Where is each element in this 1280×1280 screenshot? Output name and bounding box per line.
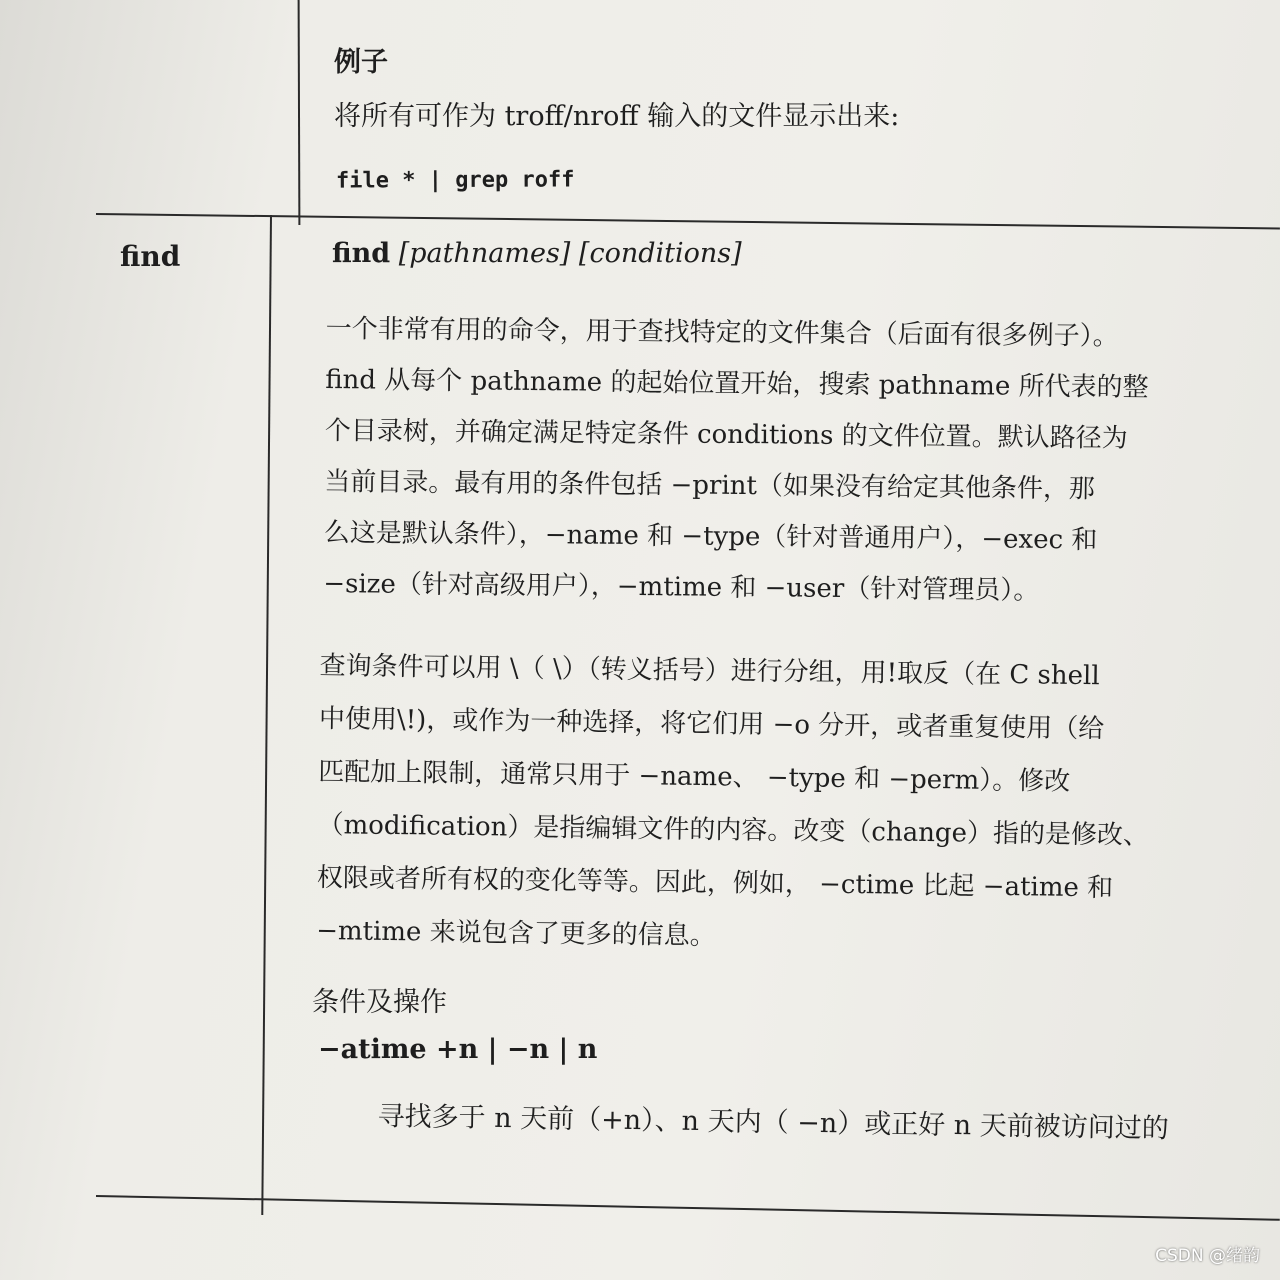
option-atime: −atime +n | −n | n	[318, 1034, 598, 1065]
entry-synopsis	[332, 238, 742, 269]
paragraph-line: （modification）是指编辑文件的内容。改变（change）指的是修改、	[317, 809, 1150, 851]
table-row-divider	[96, 213, 1280, 229]
paragraph-line: 匹配加上限制，通常只用于 −name、 −type 和 −perm）。修改	[318, 756, 1071, 797]
watermark: CSDN @绪韵	[1155, 1246, 1260, 1266]
paragraph-line: −size（针对高级用户），−mtime 和 −user（针对管理员）。	[323, 568, 1040, 606]
conditions-heading: 条件及操作	[312, 987, 447, 1018]
paragraph-line: −mtime 来说包含了更多的信息。	[315, 915, 716, 952]
paragraph-line: 当前目录。最有用的条件包括 −print（如果没有给定其他条件，那	[324, 466, 1096, 505]
paragraph-line: 权限或者所有权的变化等等。因此，例如， −ctime 比起 −atime 和	[316, 862, 1114, 904]
entry-name: find	[120, 240, 181, 273]
paragraph-line: 么这是默认条件），−name 和 −type（针对普通用户），−exec 和	[323, 517, 1098, 556]
description-paragraph-2	[316, 640, 1152, 969]
description-paragraph-1	[323, 304, 1149, 618]
paragraph-line: 中使用\!)，或作为一种选择，将它们用 −o 分开，或者重复使用（给	[318, 703, 1105, 745]
paragraph-line: 个目录树，并确定满足特定条件 conditions 的文件位置。默认路径为	[324, 415, 1128, 454]
synopsis-command: find	[332, 238, 391, 269]
paragraph-line: find 从每个 pathname 的起始位置开始，搜索 pathname 所代表的整	[325, 364, 1149, 403]
example-description: 将所有可作为 troff/nroff 输入的文件显示出来:	[334, 101, 900, 132]
paragraph-line: 查询条件可以用 \（ \）（转义括号）进行分组，用!取反（在 C shell	[319, 650, 1100, 692]
synopsis-arguments: [pathnames] [conditions]	[398, 238, 742, 269]
example-heading: 例子	[334, 47, 388, 78]
table-column-divider	[261, 215, 272, 1215]
table-column-divider-top	[298, 0, 301, 225]
option-atime-description: 寻找多于 n 天前（+n）、n 天内（ −n）或正好 n 天前被访问过的	[377, 1100, 1169, 1145]
paragraph-line: 一个非常有用的命令，用于查找特定的文件集合（后面有很多例子）。	[325, 313, 1119, 352]
table-bottom-border	[96, 1195, 1280, 1221]
example-code: file * | grep roff	[335, 167, 575, 194]
